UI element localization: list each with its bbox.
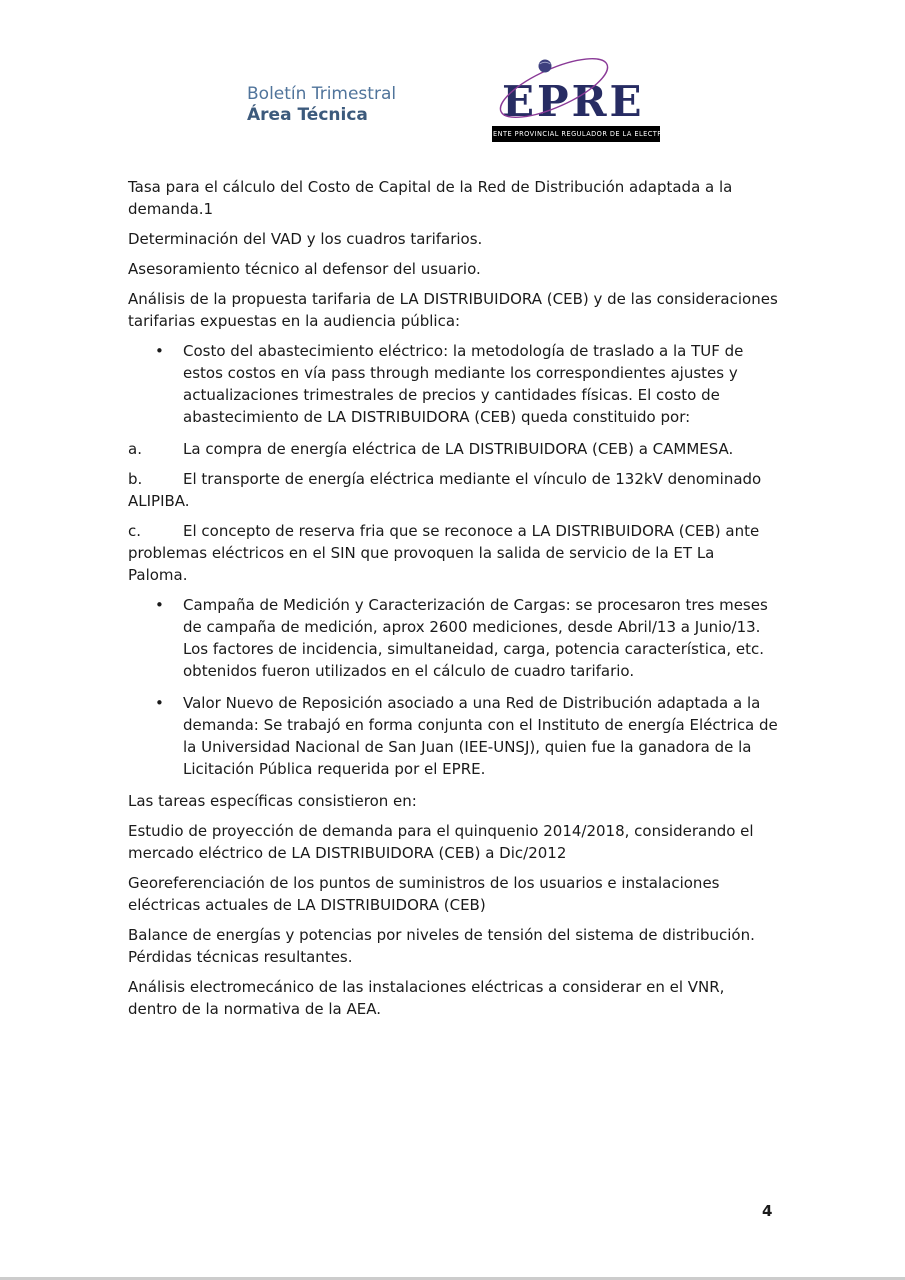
lettered-item [128, 468, 778, 512]
bullet-text: Valor Nuevo de Reposición asociado a una Red de Distribución adaptada a la demanda: Se trabajó en forma conjunta con el Instituto de energía Eléctrica de la Universidad Nacional de San Juan (IEE-UNSJ), quien fue la ganadora de la Licitación Pública requerida por el EPRE. [183, 694, 778, 778]
paragraph: Balance de energías y potencias por niveles de tensión del sistema de distribución. Pérdidas técnicas resultantes. [128, 926, 755, 966]
bulletin-title-block [247, 84, 396, 126]
epre-logo-text: EPRE [502, 77, 645, 126]
item-text: El transporte de energía eléctrica mediante el vínculo de 132kV denominado ALIPIBA. [128, 470, 762, 510]
bullet-icon: • [155, 342, 164, 360]
bullet-icon: • [155, 596, 164, 614]
paragraph: Análisis electromecánico de las instalaciones eléctricas a considerar en el VNR, dentro de la normativa de la AEA. [128, 978, 725, 1018]
paragraph: Tasa para el cálculo del Costo de Capital de la Red de Distribución adaptada a la demanda.1 [128, 178, 733, 218]
paragraph: Las tareas específicas consistieron en: [128, 792, 417, 810]
bullet-icon: • [155, 694, 164, 712]
item-text: La compra de energía eléctrica de LA DISTRIBUIDORA (CEB) a CAMMESA. [183, 440, 734, 458]
bullet-text: Costo del abastecimiento eléctrico: la metodología de traslado a la TUF de estos costos en vía pass through mediante los correspondientes ajustes y actualizaciones trimestrales de precios y cantidades físicas. El costo de abastecimiento de LA DISTRIBUIDORA (CEB) queda constituido por: [183, 342, 744, 426]
bullet-item [128, 594, 778, 682]
paragraph: Estudio de proyección de demanda para el quinquenio 2014/2018, considerando el mercado eléctrico de LA DISTRIBUIDORA (CEB) a Dic/2012 [128, 822, 754, 862]
document-body [128, 176, 778, 1028]
page-number: 4 [762, 1202, 773, 1220]
item-letter: c. [128, 522, 142, 540]
item-letter: b. [128, 470, 143, 488]
bulletin-title: Boletín Trimestral [247, 84, 397, 104]
lettered-item [128, 438, 778, 460]
lettered-item [128, 520, 778, 586]
item-letter: a. [128, 440, 142, 458]
paragraph: Georeferenciación de los puntos de suministros de los usuarios e instalaciones eléctricas actuales de LA DISTRIBUIDORA (CEB) [128, 874, 720, 914]
epre-logo-art [492, 56, 664, 126]
bullet-text: Campaña de Medición y Caracterización de Cargas: se procesaron tres meses de campaña de medición, aprox 2600 mediciones, desde Abril/13 a Junio/13. Los factores de incidencia, simultaneidad, carga, potencia característica, etc. obtenidos fueron utilizados en el cálculo de cuadro tarifario. [183, 596, 768, 680]
item-text: El concepto de reserva fria que se reconoce a LA DISTRIBUIDORA (CEB) ante problemas eléctricos en el SIN que provoquen la salida de servicio de la ET La Paloma. [128, 522, 760, 584]
bullet-item [128, 692, 778, 780]
paragraph: Determinación del VAD y los cuadros tarifarios. [128, 230, 483, 248]
epre-logo [492, 56, 689, 142]
bullet-item [128, 340, 778, 428]
paragraph: Asesoramiento técnico al defensor del usuario. [128, 260, 481, 278]
bulletin-subtitle: Área Técnica [247, 105, 368, 125]
epre-logo-tagline: ENTE PROVINCIAL REGULADOR DE LA ELECTRICIDAD [492, 126, 660, 142]
paragraph: Análisis de la propuesta tarifaria de LA DISTRIBUIDORA (CEB) y de las consideraciones tarifarias expuestas en la audiencia pública: [128, 290, 778, 330]
